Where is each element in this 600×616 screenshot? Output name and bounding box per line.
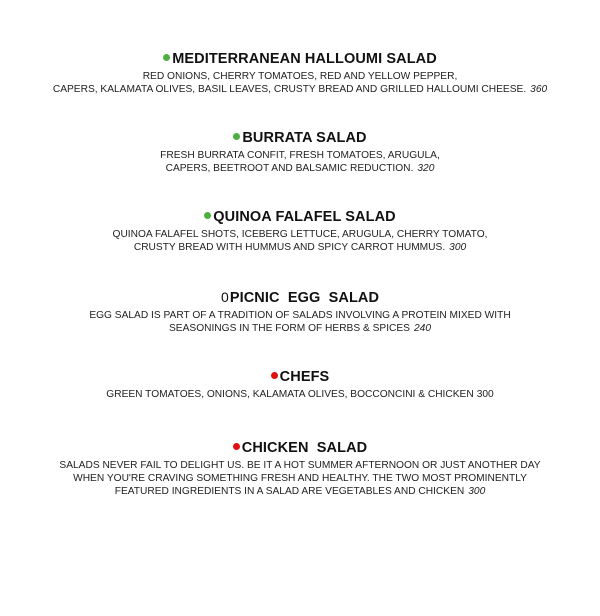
item-title [0,208,600,226]
description-line-with-price [0,162,600,175]
item-description [0,459,600,498]
item-title [0,288,600,307]
description-line: FEATURED INGREDIENTS IN A SALAD ARE VEGETABLES AND CHICKEN [114,486,465,497]
item-price: 300 [449,242,467,253]
menu-item-burrata-salad [0,129,600,175]
item-title-text: BURRATA SALAD [242,130,367,146]
description-line: CAPERS, BEETROOT AND BALSAMIC REDUCTION. [165,163,414,174]
item-price: 360 [530,84,548,95]
menu-item-mediterranean-halloumi-salad [0,50,600,96]
menu-item-quinoa-falafel-salad [0,208,600,254]
description-line-with-price [0,241,600,254]
item-description [0,70,600,96]
item-description [0,228,600,254]
item-title-text: PICNIC EGG SALAD [229,290,380,306]
item-price: 300 [468,486,486,497]
description-line: FRESH BURRATA CONFIT, FRESH TOMATOES, ARUGULA, [160,150,440,161]
item-description [0,309,600,335]
description-line: EGG SALAD IS PART OF A TRADITION OF SALADS INVOLVING A PROTEIN MIXED WITH [89,310,511,321]
veg-dot-icon [233,133,240,140]
description-line-with-price [0,388,600,401]
egg-mark-icon: 0 [220,289,229,305]
nonveg-dot-icon [233,443,240,450]
description-line-with-price [0,485,600,498]
description-line-with-price [0,322,600,335]
menu-item-picnic-egg-salad [0,288,600,335]
item-title [0,129,600,147]
veg-dot-icon [163,54,170,61]
menu-item-chefs [0,368,600,401]
item-title-text: MEDITERRANEAN HALLOUMI SALAD [172,51,437,67]
item-title-text: QUINOA FALAFEL SALAD [213,209,396,225]
item-title-text: CHEFS [279,369,330,385]
menu-item-chicken-salad [0,439,600,498]
item-title [0,368,600,386]
item-title [0,50,600,68]
veg-dot-icon [204,212,211,219]
item-price: 320 [417,163,435,174]
nonveg-dot-icon [271,372,278,379]
item-description [0,149,600,175]
item-price: 300 [476,389,494,400]
description-line: QUINOA FALAFEL SHOTS, ICEBERG LETTUCE, ARUGULA, CHERRY TOMATO, [112,229,488,240]
item-title [0,439,600,457]
description-line: GREEN TOMATOES, ONIONS, KALAMATA OLIVES, BOCCONCINI & CHICKEN [106,389,474,400]
description-line-with-price [0,83,600,96]
item-price: 240 [413,323,431,334]
description-line: RED ONIONS, CHERRY TOMATOES, RED AND YELLOW PEPPER, [142,71,458,82]
description-line: SEASONINGS IN THE FORM OF HERBS & SPICES [169,323,410,334]
item-description [0,388,600,401]
description-line: WHEN YOU'RE CRAVING SOMETHING FRESH AND HEALTHY. THE TWO MOST PROMINENTLY [73,473,527,484]
description-line: SALADS NEVER FAIL TO DELIGHT US. BE IT A HOT SUMMER AFTERNOON OR JUST ANOTHER DAY [59,460,541,471]
description-line: CRUSTY BREAD WITH HUMMUS AND SPICY CARROT HUMMUS. [133,242,446,253]
description-line: CAPERS, KALAMATA OLIVES, BASIL LEAVES, CRUSTY BREAD AND GRILLED HALLOUMI CHEESE. [52,84,527,95]
item-title-text: CHICKEN SALAD [241,440,368,456]
